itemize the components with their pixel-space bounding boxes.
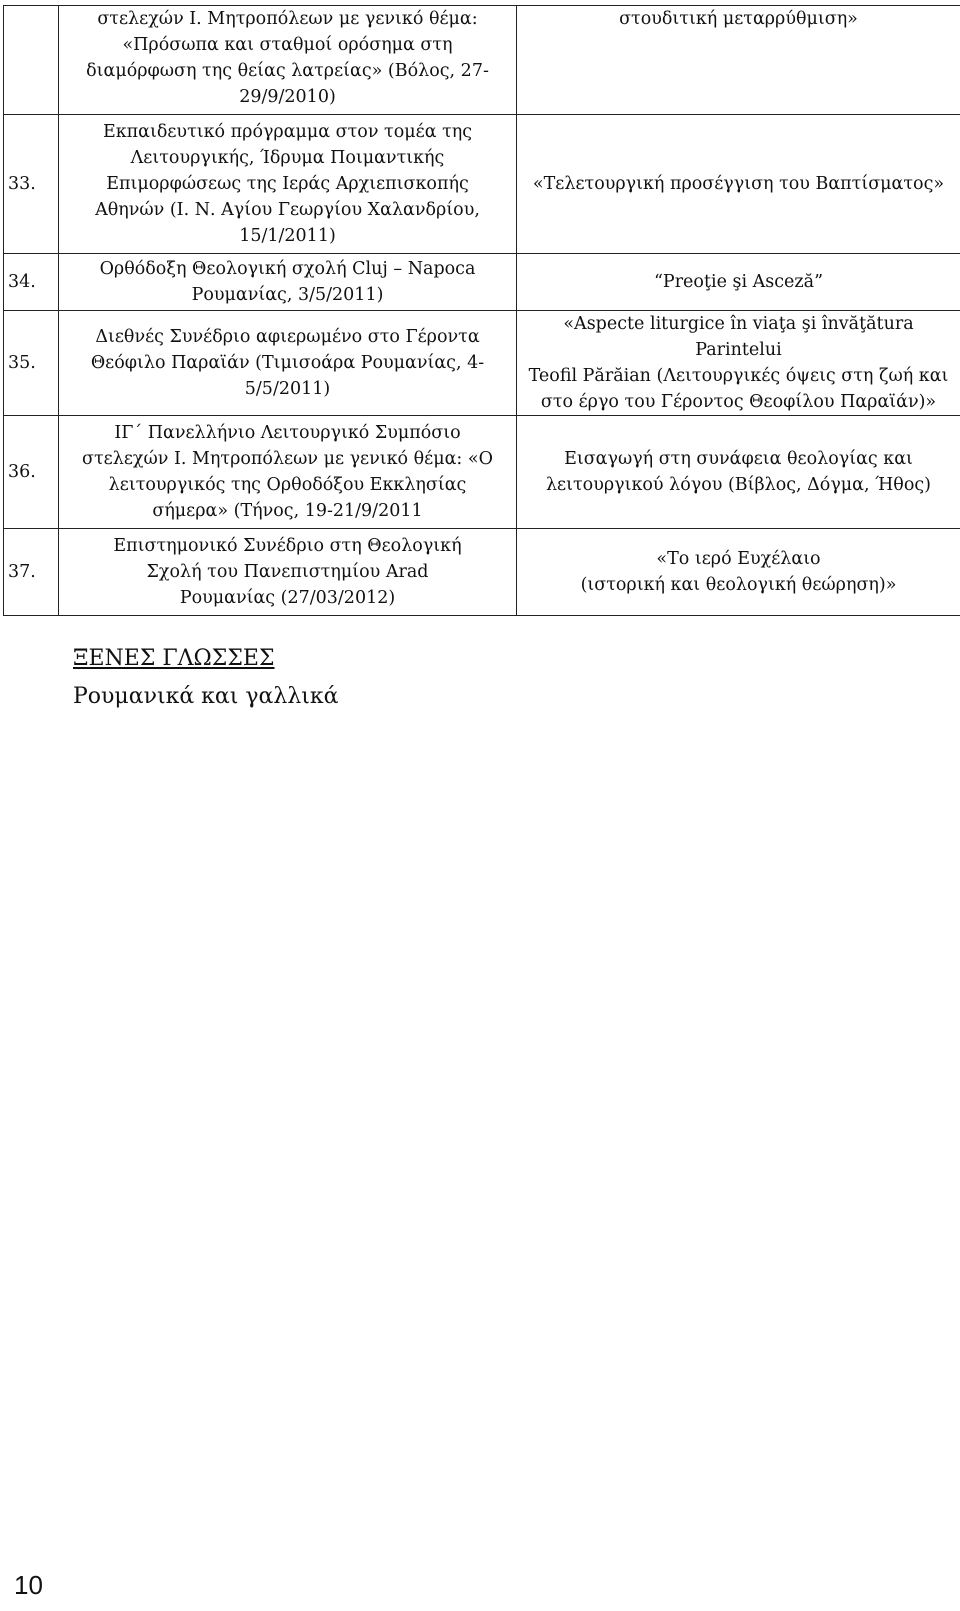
conference-table-body	[4, 6, 960, 616]
table-row	[4, 6, 960, 115]
event-line: Διεθνές Συνέδριο αφιερωμένο στο Γέροντα	[95, 327, 480, 347]
languages-heading: ΞΕΝΕΣ ΓΛΩΣΣΕΣ	[73, 646, 275, 671]
row-number: 33.	[4, 115, 59, 254]
table-row	[4, 311, 960, 416]
languages-section	[73, 640, 339, 716]
event-line: διαμόρφωση της θείας λατρείας» (Βόλος, 27-	[86, 61, 489, 81]
event-line: λειτουργικός της Ορθοδόξου Εκκλησίας	[108, 475, 467, 495]
topic-line: «Το ιερό Ευχέλαιο	[656, 549, 821, 569]
event-line: Ρουμανίας, 3/5/2011)	[191, 285, 384, 305]
row-number: 37.	[4, 529, 59, 616]
event-line: Επιμορφώσεως της Ιεράς Αρχιεπισκοπής	[106, 174, 469, 194]
topic-line: “Preoţie şi Asceză”	[653, 272, 824, 292]
event-line: στελεχών Ι. Μητροπόλεων με γενικό θέμα:	[97, 9, 478, 29]
event-cell	[59, 529, 517, 616]
event-line: 5/5/2011)	[244, 379, 331, 399]
topic-cell	[517, 254, 960, 311]
topic-line: στουδιτική μεταρρύθμιση»	[619, 9, 858, 29]
topic-cell	[517, 311, 960, 416]
page-number: 10	[14, 1570, 43, 1600]
topic-cell	[517, 115, 960, 254]
row-number	[4, 6, 59, 115]
topic-line: Teofil Părăian (Λειτουργικές όψεις στη ζωή και	[528, 366, 949, 386]
event-line: Θεόφιλο Παραϊάν (Τιμισοάρα Ρουμανίας, 4-	[90, 353, 485, 373]
languages-text: Ρουμανικά και γαλλικά	[73, 684, 339, 709]
event-line: Ρουμανίας (27/03/2012)	[179, 588, 396, 608]
table-row	[4, 529, 960, 616]
event-line: ΙΓ΄ Πανελλήνιο Λειτουργικό Συμπόσιο	[114, 423, 461, 443]
topic-line: Εισαγωγή στη συνάφεια θεολογίας και	[564, 449, 913, 469]
event-line: Ορθόδοξη Θεολογική σχολή Cluj – Napoca	[99, 259, 476, 279]
topic-line: στο έργο του Γέροντος Θεοφίλου Παραϊάν)»	[540, 392, 937, 412]
event-cell	[59, 6, 517, 115]
topic-cell	[517, 529, 960, 616]
event-cell	[59, 254, 517, 311]
row-number: 36.	[4, 416, 59, 529]
event-line: Επιστημονικό Συνέδριο στη Θεολογική	[113, 536, 462, 556]
event-line: Αθηνών (Ι. Ν. Αγίου Γεωργίου Χαλανδρίου,	[95, 200, 480, 220]
event-line: στελεχών Ι. Μητροπόλεων με γενικό θέμα: «Ο	[82, 449, 493, 469]
topic-line: «Τελετουργική προσέγγιση του Βαπτίσματος»	[532, 174, 945, 194]
event-cell	[59, 115, 517, 254]
event-line: «Πρόσωπα και σταθμοί ορόσημα στη	[122, 35, 453, 55]
event-line: 29/9/2010)	[239, 87, 336, 107]
row-number: 34.	[4, 254, 59, 311]
table-row	[4, 115, 960, 254]
event-line: Σχολή του Πανεπιστημίου Arad	[146, 562, 429, 582]
topic-cell	[517, 6, 960, 115]
conference-table	[3, 5, 960, 616]
topic-line: «Aspecte liturgice în viaţa şi învăţătura Parintelui	[563, 314, 914, 360]
event-line: 15/1/2011)	[239, 226, 336, 246]
table-row	[4, 416, 960, 529]
topic-line: λειτουργικού λόγου (Βίβλος, Δόγμα, Ήθος)	[545, 475, 932, 495]
topic-cell	[517, 416, 960, 529]
row-number: 35.	[4, 311, 59, 416]
event-cell	[59, 416, 517, 529]
event-line: Εκπαιδευτικό πρόγραμμα στον τομέα της	[102, 122, 473, 142]
table-row	[4, 254, 960, 311]
event-cell	[59, 311, 517, 416]
event-line: σήμερα» (Τήνος, 19-21/9/2011	[152, 501, 423, 521]
topic-line: (ιστορική και θεολογική θεώρηση)»	[580, 575, 897, 595]
event-line: Λειτουργικής, Ίδρυμα Ποιμαντικής	[130, 148, 445, 168]
